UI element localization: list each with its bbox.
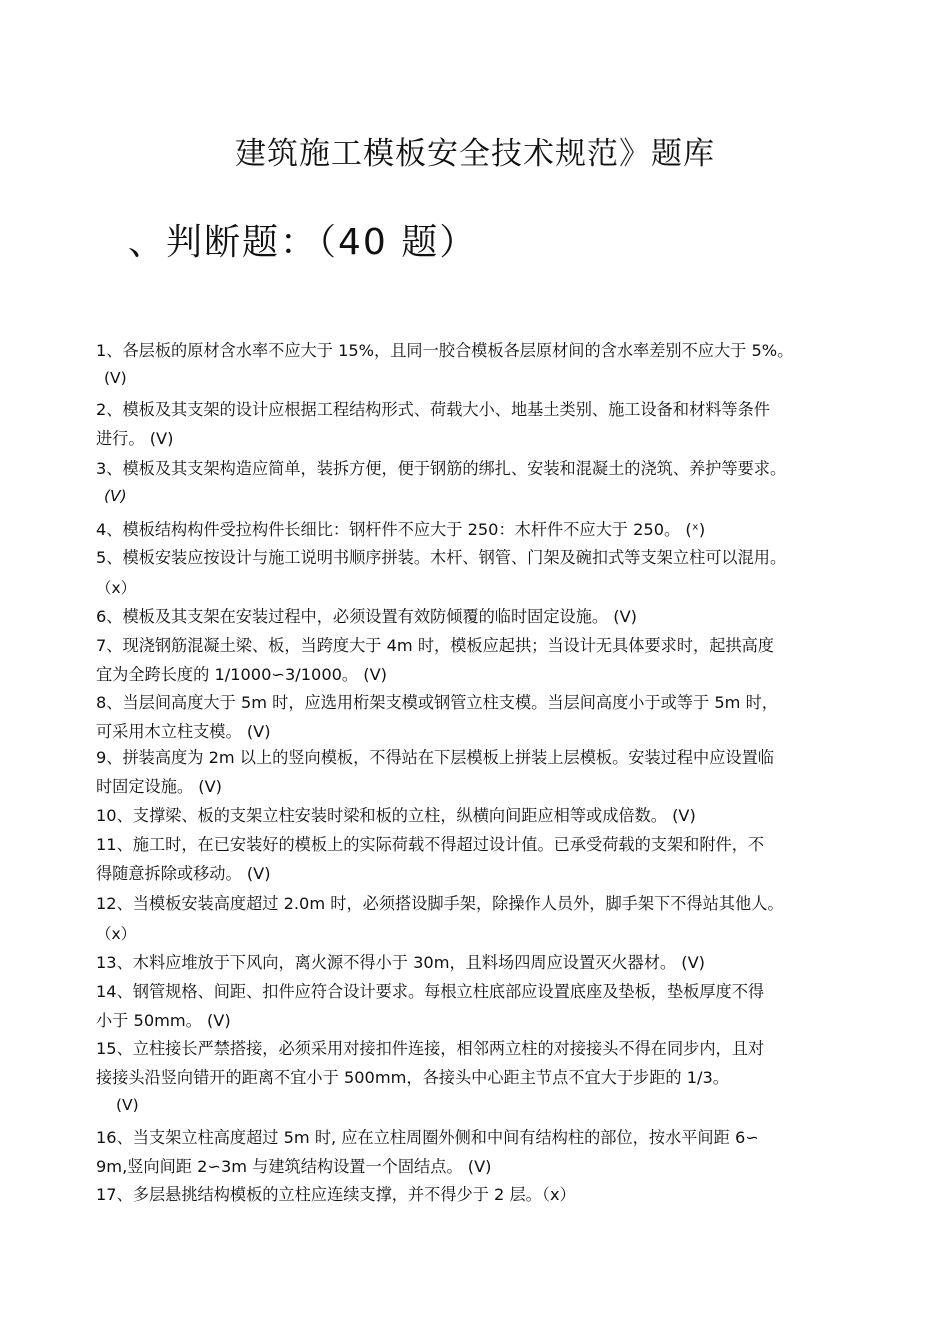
question-item: 15、立柱接长严禁搭接，必须采用对接扣件连接，相邻两立柱的对接接头不得在同步内，且对 接接头沿竖向错开的距离不宜小于 500mm，各接头中心距主节点不宜大于步距的 1/3。 <box>96 1039 765 1087</box>
question-answer: （x） <box>96 579 137 597</box>
question-item: 13、木料应堆放于下风向，离火源不得小于 30m，且料场四周应设置灭火器材。 (V) <box>96 953 705 972</box>
question-item: 8、当层间高度大于 5m 时，应选用桁架支模或钢管立柱支模。当层间高度小于或等于 5m 时， 可采用木立柱支模。 (V) <box>96 693 778 741</box>
question-item: 4、模板结构构件受拉构件长细比：钢杆件不应大于 250：木杆件不应大于 250。 (ˣ) <box>96 520 706 539</box>
question-item: 10、支撑梁、板的支架立柱安装时梁和板的立柱，纵横向间距应相等或成倍数。 (V) <box>96 806 696 825</box>
question-item: 16、当支架立柱高度超过 5m 时, 应在立柱周圈外侧和中间有结构柱的部位，按水平间距 6∽ 9m,竖向间距 2∽3m 与建筑结构设置一个固结点。 (V) <box>96 1128 759 1176</box>
section-heading: 、判断题：（40 题） <box>128 222 478 263</box>
question-answer: (V) <box>104 369 127 387</box>
question-answer: (V) <box>116 1096 139 1114</box>
question-item: 17、多层悬挑结构模板的立柱应连续支撑，并不得少于 2 层。（x） <box>96 1185 576 1204</box>
question-item: 2、模板及其支架的设计应根据工程结构形式、荷载大小、地基土类别、施工设备和材料等条件 进行。 (V) <box>96 400 770 448</box>
question-item: 11、施工时，在已安装好的模板上的实际荷载不得超过设计值。已承受荷载的支架和附件，不 得随意拆除或移动。 (V) <box>96 835 765 883</box>
question-item: 14、钢管规格、间距、扣件应符合设计要求。每根立柱底部应设置底座及垫板，垫板厚度不得 小于 50mm。 (V) <box>96 982 765 1030</box>
document-title: 建筑施工模板安全技术规范》题库 <box>235 136 715 172</box>
question-item: 5、模板安装应按设计与施工说明书顺序拼装。木杆、钢管、门架及碗扣式等支架立柱可以混用。 <box>96 548 787 567</box>
question-item: 9、拼装高度为 2m 以上的竖向模板，不得站在下层模板上拼装上层模板。安装过程中应设置临 时固定设施。 (V) <box>96 748 774 796</box>
question-answer: (V) <box>104 487 127 505</box>
question-item: 12、当模板安装高度超过 2.0m 时，必须搭设脚手架，除操作人员外，脚手架下不得站其他人。 <box>96 894 784 913</box>
question-answer: （x） <box>96 925 137 943</box>
question-item: 1、各层板的原材含水率不应大于 15%，且同一胶合模板各层原材间的含水率差别不应大于 5%。 <box>96 341 794 360</box>
question-item: 6、模板及其支架在安装过程中，必须设置有效防倾覆的临时固定设施。 (V) <box>96 607 637 626</box>
question-item: 7、现浇钢筋混凝土梁、板，当跨度大于 4m 时，模板应起拱；当设计无具体要求时，起拱高度 宜为全跨长度的 1/1000∽3/1000。 (V) <box>96 636 774 684</box>
question-item: 3、模板及其支架构造应简单，装拆方便，便于钢筋的绑扎、安装和混凝土的浇筑、养护等要求。 <box>96 459 787 478</box>
